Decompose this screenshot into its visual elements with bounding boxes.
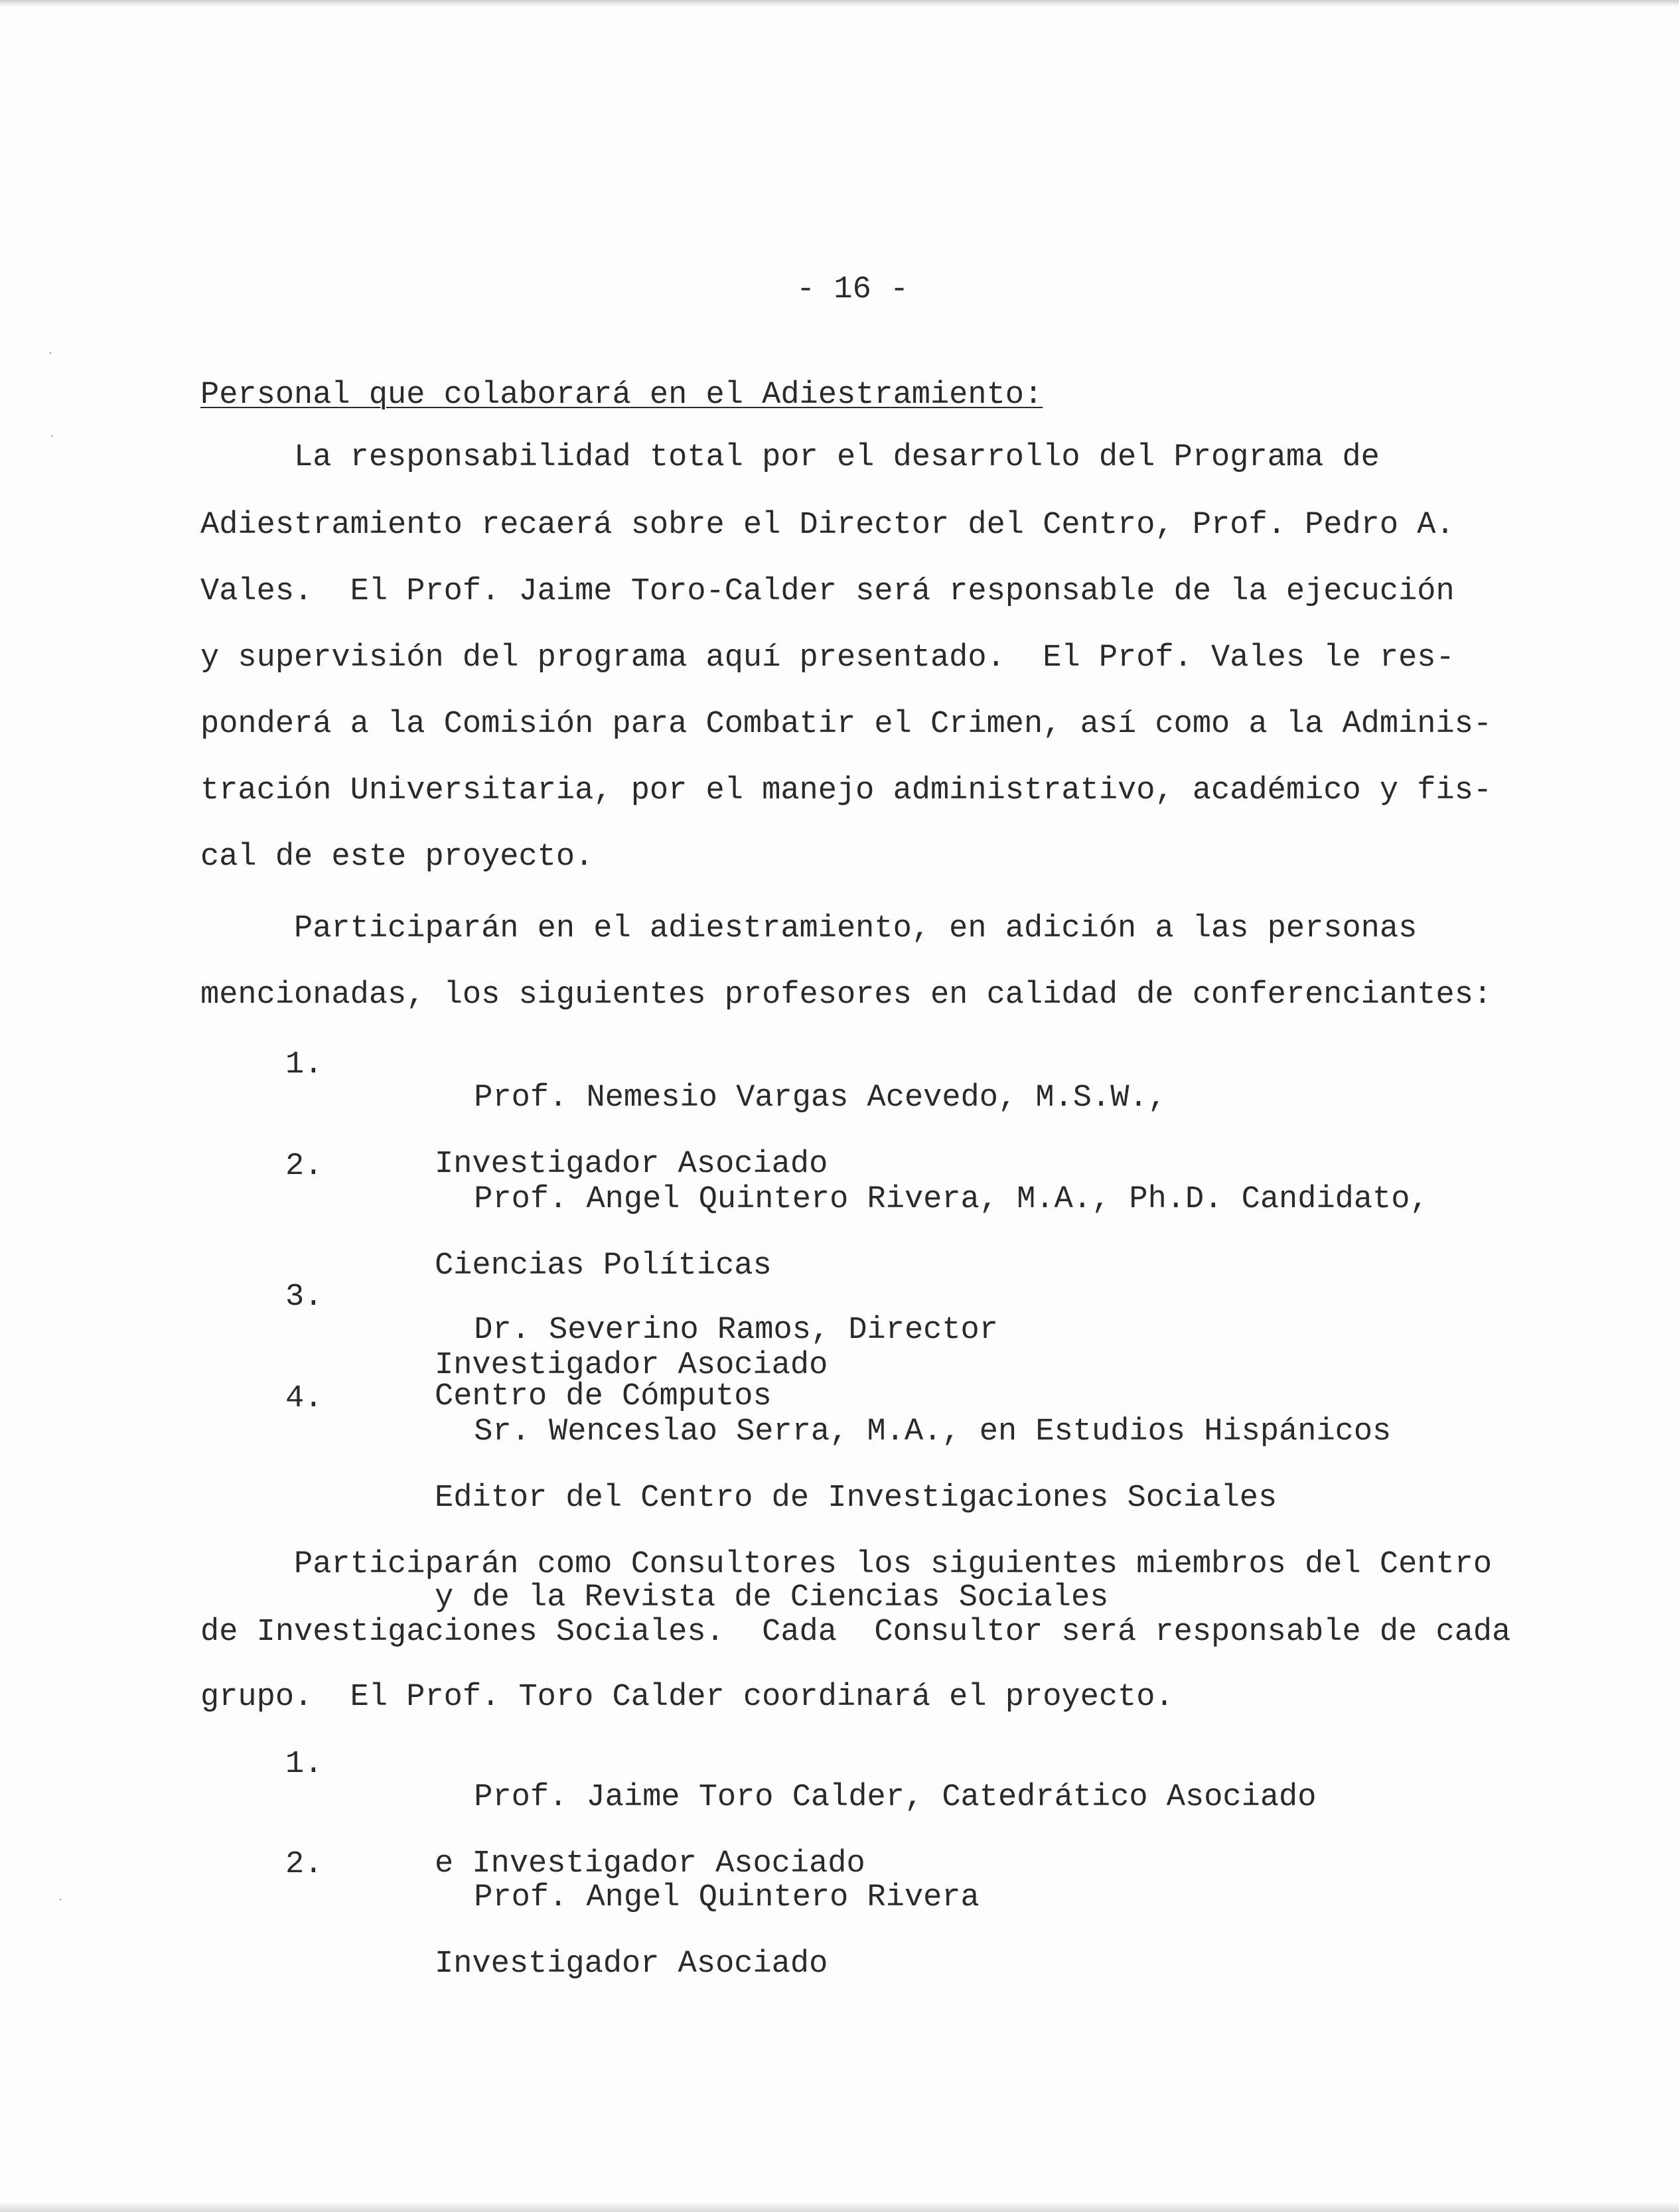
list-line: y de la Revista de Ciencias Sociales [435,1580,1109,1615]
list-number: 1. [285,1747,323,1782]
paragraph-line: mencionadas, los siguientes profesores en calidad de conferenciantes: [200,978,1493,1013]
list-line: Investigador Asociado [435,1147,828,1182]
paragraph-line: y supervisión del programa aquí presentado. El Prof. Vales le res- [200,640,1455,676]
paragraph-line: Adiestramiento recaerá sobre el Director del Centro, Prof. Pedro A. [200,508,1455,543]
paragraph-line: La responsabilidad total por el desarrollo del Programa de [200,440,1380,475]
paragraph-line: Participarán en el adiestramiento, en adición a las personas [200,911,1418,946]
list-line: Centro de Cómputos [435,1379,772,1414]
paragraph-line: tración Universitaria, por el manejo administrativo, académico y fis- [200,773,1493,808]
scan-speck: ˙ [48,435,56,450]
list-line: Prof. Jaime Toro Calder, Catedrático Asociado [474,1780,1317,1815]
paragraph-line: grupo. El Prof. Toro Calder coordinará el proyecto. [200,1680,1174,1715]
list-number: 2. [285,1149,323,1184]
list-line: Prof. Angel Quintero Rivera, M.A., Ph.D. Candidato, [474,1182,1429,1217]
list-line: Sr. Wenceslao Serra, M.A., en Estudios Hispánicos [474,1414,1392,1449]
list-line: Investigador Asociado [435,1947,828,1982]
list-line: Prof. Angel Quintero Rivera [474,1880,980,1915]
list-line: Ciencias Políticas [435,1248,772,1284]
list-line: Prof. Nemesio Vargas Acevedo, M.S.W., [474,1080,1167,1116]
page-number: - 16 - [796,272,909,307]
list-number: 4. [285,1381,323,1416]
list-line: Editor del Centro de Investigaciones Sociales [435,1481,1278,1516]
paragraph-line: Participarán como Consultores los siguientes miembros del Centro [200,1547,1493,1582]
list-number: 1. [285,1047,323,1082]
list-line: e Investigador Asociado [435,1846,865,1881]
paragraph-line: ponderá a la Comisión para Combatir el Crimen, así como a la Adminis- [200,707,1493,742]
list-line: Investigador Asociado [435,1348,828,1383]
scan-speck: ˙ [46,352,55,367]
paragraph-line: Vales. El Prof. Jaime Toro-Calder será responsable de la ejecución [200,574,1455,609]
list-line: Dr. Severino Ramos, Director [474,1313,998,1348]
list-number: 2. [285,1847,323,1882]
list-number: 3. [285,1280,323,1315]
scan-bottom-edge [0,2202,1679,2212]
paragraph-line: cal de este proyecto. [200,840,594,875]
scan-top-edge [0,0,1679,7]
section-heading: Personal que colaborará en el Adiestramiento: [200,378,1043,413]
paragraph-line: de Investigaciones Sociales. Cada Consultor será responsable de cada [200,1615,1511,1650]
scan-speck: ˙ [56,1898,65,1913]
